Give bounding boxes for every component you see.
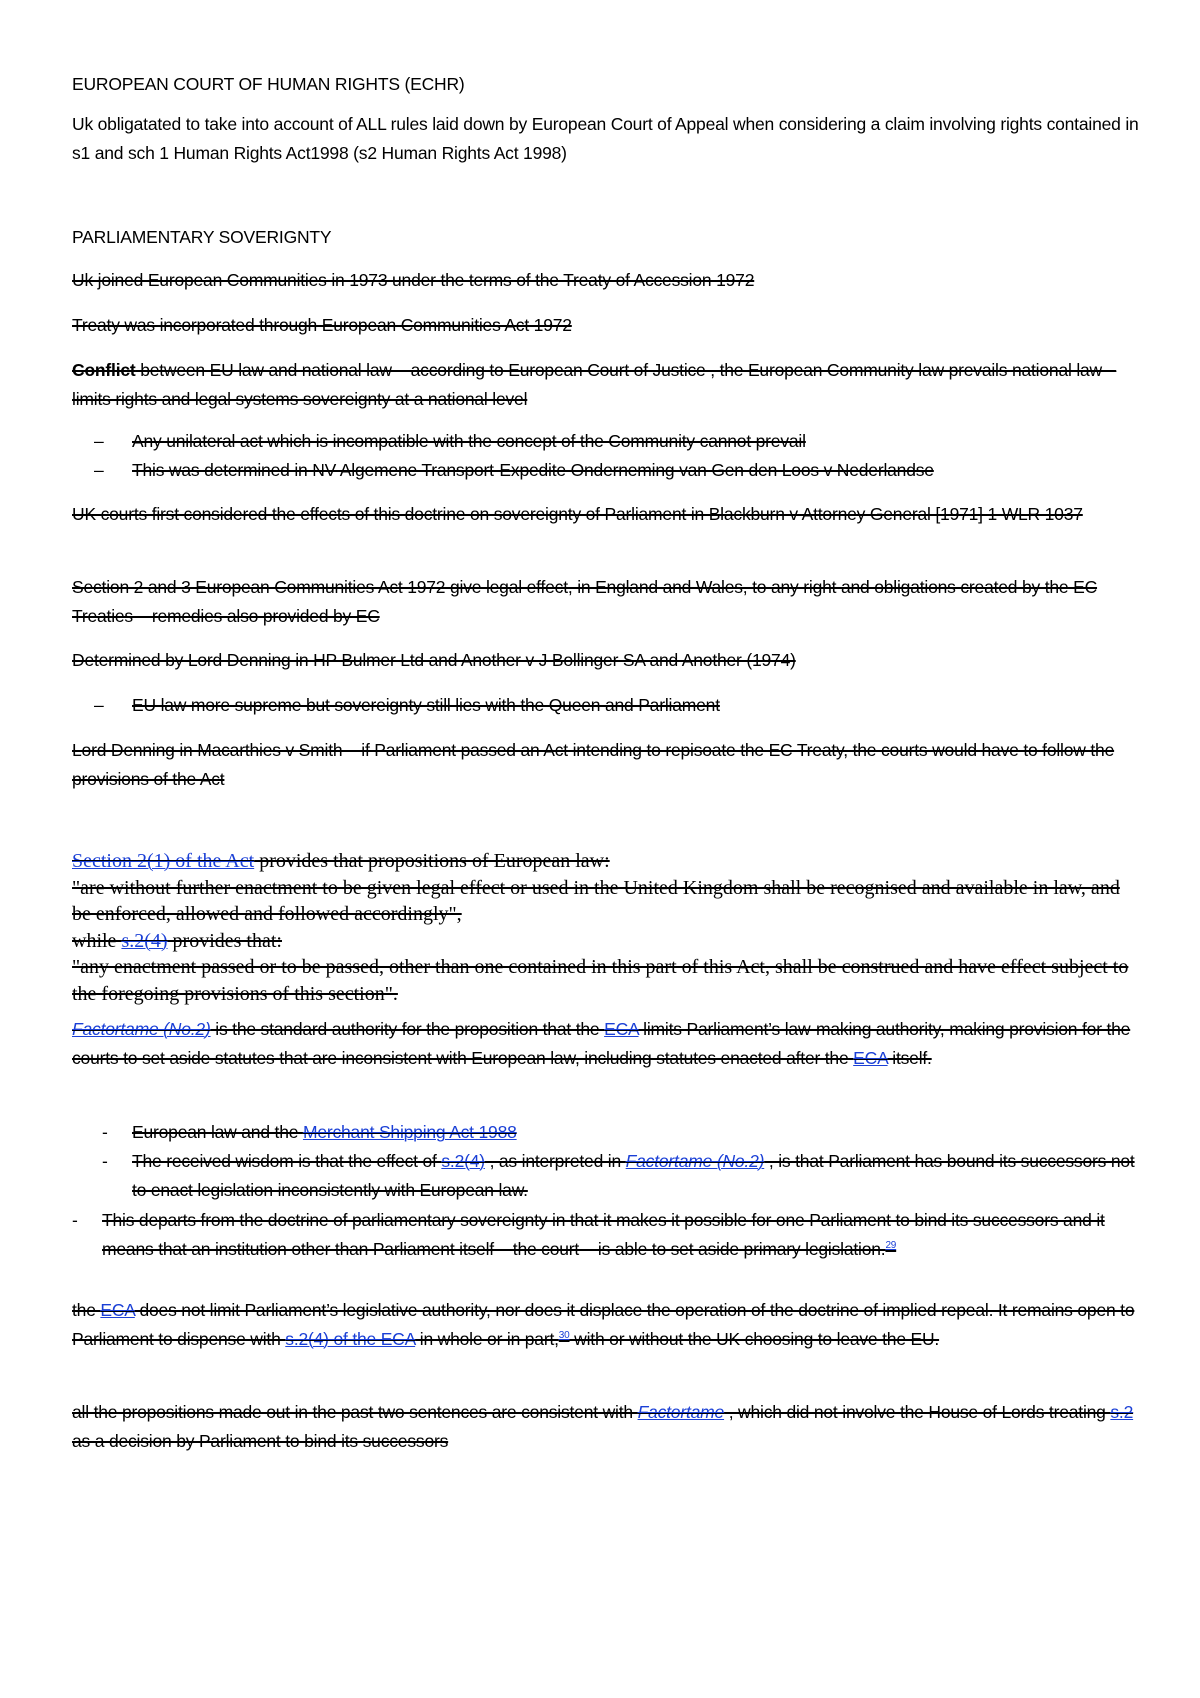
paragraph-blackburn: UK courts first considered the effects of this doctrine on sovereignty of Parliament in Blackburn v Attorney General [1971] 1 WLR 1037: [72, 504, 1083, 524]
heading-parliamentary-sovereignty: PARLIAMENTARY SOVERIGNTY: [72, 227, 332, 247]
bullet-dash: –: [94, 431, 104, 451]
bullet-unilateral-act: [94, 427, 1132, 456]
bullet-dash: –: [94, 695, 104, 715]
link-eca[interactable]: ECA: [853, 1048, 888, 1068]
factortame-text: itself.: [887, 1048, 932, 1068]
bullet-text: This departs from the doctrine of parliamentary sovereignty in that it makes it possible for one Parliament to bind its successors and it means that an institution other than Parliament itself – the court – is able to set aside primary legislation.: [102, 1210, 1105, 1259]
bullet-merchant-shipping: [102, 1118, 1132, 1147]
propositions-text: all the propositions made out in the past two sentences are consistent with: [72, 1402, 638, 1422]
quote-text: provides that:: [167, 929, 282, 952]
bullet-dash: -: [102, 1151, 108, 1171]
bullet-eu-law-supreme: [94, 691, 1132, 720]
bullet-text: , as interpreted in: [484, 1151, 626, 1171]
bullet-text: Any unilateral act which is incompatible with the concept of the Community cannot prevail: [132, 431, 806, 451]
footnote-30[interactable]: 30: [558, 1330, 570, 1342]
conflict-text-3: onal law – limits rights and legal systems sovereignty at a nati: [72, 360, 1117, 409]
conflict-text-1: between EU law and nati: [135, 360, 330, 380]
heading-echr: EUROPEAN COURT OF HUMAN RIGHTS (ECHR): [72, 74, 465, 94]
propositions-text: as a decision by Parliament to bind its successors: [72, 1431, 449, 1451]
bullet-text: EU law more supreme but sovereignty still lies with the Queen and Parliament: [132, 695, 720, 715]
paragraph-factortame: [72, 1015, 1140, 1073]
quote-text: "any enactment passed or to be passed, other than one contained in this part of this Act, shall be construed and have effect subject to the foregoing provisions of this section".: [72, 956, 1129, 1005]
link-merchant-shipping-act[interactable]: Merchant Shipping Act 1988: [302, 1122, 517, 1142]
factortame-text: is the standard authority for the proposition that the: [210, 1019, 605, 1039]
link-eca[interactable]: ECA: [604, 1019, 639, 1039]
paragraph-treaty-incorporated: Treaty was incorporated through European Communities Act 1972: [72, 315, 572, 335]
paragraph-eca-not-limit: [72, 1296, 1140, 1354]
link-factortame-no2[interactable]: Factortame (No.2): [72, 1019, 211, 1039]
link-factortame[interactable]: Factortame: [637, 1402, 725, 1422]
link-s-2-4-of-eca[interactable]: s.2(4) of the ECA: [285, 1329, 416, 1349]
bullet-received-wisdom: [102, 1147, 1137, 1205]
quote-text: "are without further enactment to be given legal effect or used in the United Kingdom shall be recognised and available in law, and be enforced, allowed and followed accordingly",: [72, 876, 1120, 925]
eca-text: the: [72, 1300, 101, 1320]
paragraph-propositions-consistent: [72, 1398, 1140, 1456]
paragraph-section-2-3: Section 2 and 3 European Communities Act 1972 give legal effect, in England and Wales, to any right and obligations created by the EC Treaties – remedies also provided by EC: [72, 577, 1098, 626]
quote-text: while: [72, 929, 122, 952]
paragraph-uk-joined: Uk joined European Communities in 1973 under the terms of the Treaty of Accession 1972: [72, 270, 755, 290]
bullet-dash: –: [94, 460, 104, 480]
paragraph-conflict: [72, 356, 1140, 414]
bullet-text: The received wisdom is that the effect of: [132, 1151, 442, 1171]
propositions-text: , which did not involve the House of Lords treating: [724, 1402, 1111, 1422]
link-s-2-4[interactable]: s.2(4): [121, 929, 168, 952]
eca-text: does not limit Parliament’s legislative authority, nor does it displace the operation of the doctrine of implied repeal. It remains open to Parliament to dispense with: [72, 1300, 1135, 1349]
conflict-word: Conflict: [72, 360, 136, 380]
link-eca[interactable]: ECA: [100, 1300, 135, 1320]
conflict-text-2: onal law – according to European Court of Justice , the European Community law prevails nati: [329, 360, 1040, 380]
eca-text: with or without the UK choosing to leave the EU.: [569, 1329, 940, 1349]
bullet-text: European law and the: [132, 1122, 303, 1142]
factortame-text: limits Parliament’s law-making authority, making provision for the courts to set aside statutes that are inconsistent with European law, including statutes enacted after the: [72, 1019, 1131, 1068]
eca-text: in whole or in part,: [415, 1329, 559, 1349]
quote-section-2: [72, 848, 1140, 1007]
bullet-text: , is that Parliament has bound its successors not to enact legislation inconsistently with European law.: [132, 1151, 1135, 1200]
link-s-2-4[interactable]: s.2(4): [441, 1151, 485, 1171]
paragraph-macarthys: Lord Denning in Macarthies v Smith – if Parliament passed an Act intending to repisoate the EC Treaty, the courts would have to follow the provisions of the Act: [72, 740, 1115, 789]
link-factortame-no2[interactable]: Factortame (No.2): [625, 1151, 765, 1171]
bullet-dash: -: [102, 1122, 108, 1142]
bullet-determined-van-gend: [94, 456, 1132, 485]
footnote-29[interactable]: 29: [885, 1240, 897, 1252]
link-section-2-1[interactable]: Section 2(1) of the Act: [72, 850, 255, 872]
conflict-text-4: onal level: [455, 389, 528, 409]
bullet-dash: -: [72, 1210, 78, 1230]
paragraph-bulmer: Determined by Lord Denning in HP Bulmer Ltd and Another v J Bollinger SA and Another (1974): [72, 650, 796, 670]
paragraph-echr-obligation: Uk obligatated to take into account of ALL rules laid down by European Court of Appeal when considering a claim involving rights contained in s1 and sch 1 Human Rights Act1998 (s2 Human Rights Act 1998): [72, 114, 1139, 163]
bullet-text: This was determined in NV Algemene Transport-Expedite Onderneming van Gen den Loos v Nederlandse: [132, 460, 934, 480]
link-s-2[interactable]: s.2: [1110, 1402, 1134, 1422]
quote-text: provides that propositions of European law:: [254, 850, 610, 872]
bullet-departs-doctrine: [72, 1206, 1137, 1264]
